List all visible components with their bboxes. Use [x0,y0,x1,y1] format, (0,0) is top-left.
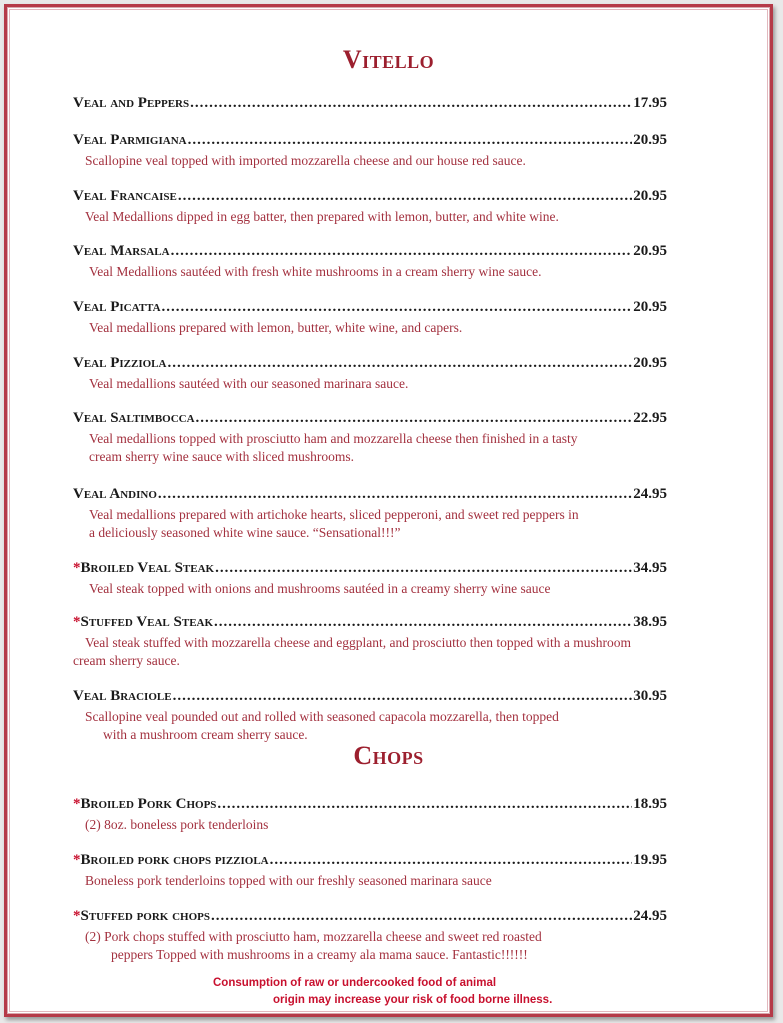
item-description: cream sherry sauce. [73,653,180,668]
item-name: Veal Pizziola [73,355,167,371]
menu-item [73,299,667,337]
menu-item [73,852,667,890]
item-name: Veal and Peppers [73,95,190,111]
item-description: Veal medallions prepared with lemon, butter, white wine, and capers. [89,320,463,335]
item-description: Scallopine veal pounded out and rolled with seasoned capacola mozzarella, then topped [85,709,559,724]
item-name: Veal Braciole [73,688,172,704]
menu-item [73,796,667,834]
item-description: with a mushroom cream sherry sauce. [103,727,308,742]
menu-item [73,132,667,170]
leader-dots [173,688,633,705]
star-marker: * [73,560,81,576]
section-title-chops: Chops [353,741,424,770]
item-description: Veal steak topped with onions and mushrooms sautéed in a creamy sherry wine sauce [89,581,551,596]
item-price: 20.95 [633,132,667,148]
leader-dots [190,95,632,112]
item-name: Broiled pork chops pizziola [80,852,269,868]
menu-item [73,188,667,226]
item-name: Broiled Veal Steak [80,560,215,576]
menu-item [73,355,667,393]
item-name: Veal Marsala [73,243,170,259]
item-price: 20.95 [633,355,667,371]
food-safety-notice-line1: Consumption of raw or undercooked food of animal [213,977,497,989]
star-marker: * [73,852,81,868]
item-price: 38.95 [633,614,667,630]
item-price: 24.95 [633,908,667,924]
leader-dots [167,355,632,372]
item-name: Veal Picatta [73,299,161,315]
item-price: 30.95 [633,688,667,704]
leader-dots [214,614,632,631]
leader-dots [171,243,633,260]
menu-item [73,908,667,964]
menu-page [4,4,773,1017]
menu-item [73,486,667,542]
leader-dots [188,132,633,149]
leader-dots [211,908,632,925]
item-price: 20.95 [633,243,667,259]
item-description: Boneless pork tenderloins topped with our freshly seasoned marinara sauce [85,873,492,888]
item-name: Veal Saltimbocca [73,410,195,426]
item-description: (2) 8oz. boneless pork tenderloins [85,817,269,832]
item-description: Scallopine veal topped with imported mozzarella cheese and our house red sauce. [85,153,526,168]
menu-item [73,243,667,281]
item-price: 17.95 [633,95,667,111]
leader-dots [178,188,632,205]
item-description: peppers Topped with mushrooms in a creamy ala mama sauce. Fantastic!!!!!! [111,947,528,962]
item-name: Veal Andino [73,486,157,502]
leader-dots [162,299,633,316]
item-description: Veal medallions topped with prosciutto ham and mozzarella cheese then finished in a tasty [89,431,578,446]
item-description: Veal steak stuffed with mozzarella cheese and eggplant, and prosciutto then topped with a mushroom [85,635,631,650]
item-price: 24.95 [633,486,667,502]
item-description: Veal medallions prepared with artichoke hearts, sliced pepperoni, and sweet red peppers in [89,507,579,522]
item-name: Stuffed Veal Steak [80,614,214,630]
leader-dots [215,560,632,577]
leader-dots [270,852,633,869]
item-description: (2) Pork chops stuffed with prosciutto ham, mozzarella cheese and sweet red roasted [85,929,542,944]
item-description: a deliciously seasoned white wine sauce. “Sensational!!!” [89,525,401,540]
menu-item [73,95,667,113]
item-price: 18.95 [633,796,667,812]
menu-item [73,614,673,670]
item-name: Broiled Pork Chops [80,796,217,812]
item-description: Veal Medallions sautéed with fresh white mushrooms in a cream sherry wine sauce. [89,264,542,279]
item-name: Stuffed pork chops [80,908,211,924]
item-price: 20.95 [633,188,667,204]
item-price: 22.95 [633,410,667,426]
item-description: Veal medallions sautéed with our seasoned marinara sauce. [89,376,409,391]
menu-item [73,410,667,466]
item-price: 34.95 [633,560,667,576]
food-safety-notice-line2: origin may increase your risk of food borne illness. [273,994,553,1006]
leader-dots [158,486,632,503]
item-description: Veal Medallions dipped in egg batter, then prepared with lemon, butter, and white wine. [85,209,559,224]
menu-item [73,688,667,744]
star-marker: * [73,908,81,924]
leader-dots [196,410,633,427]
star-marker: * [73,796,81,812]
star-marker: * [73,614,81,630]
item-name: Veal Parmigiana [73,132,187,148]
item-price: 20.95 [633,299,667,315]
item-price: 19.95 [633,852,667,868]
item-description: cream sherry wine sauce with sliced mushrooms. [89,449,355,464]
leader-dots [217,796,632,813]
menu-item [73,560,667,598]
section-title-vitello: Vitello [342,45,435,74]
item-name: Veal Francaise [73,188,177,204]
